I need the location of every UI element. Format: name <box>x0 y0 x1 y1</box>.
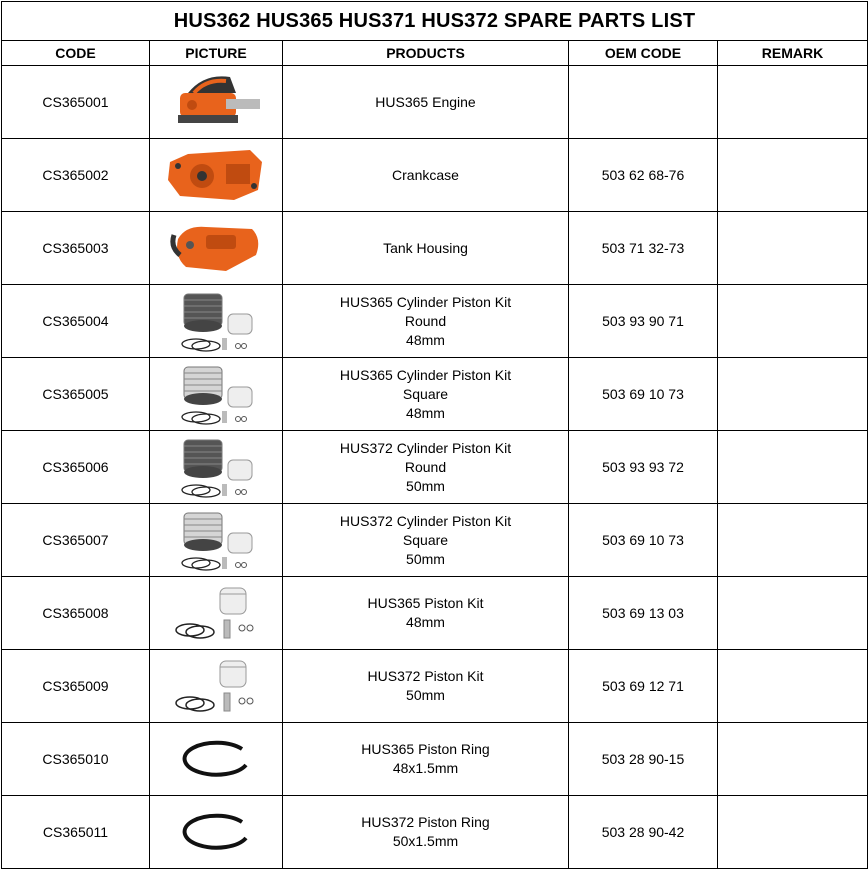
picture-cell <box>150 577 283 650</box>
table-row <box>2 504 868 577</box>
cylinder-kit-light-icon <box>150 507 282 573</box>
product-line: 48mm <box>406 404 445 421</box>
cylinder-kit-dark-icon <box>150 288 282 354</box>
product-cell <box>283 66 569 139</box>
product-line: Square <box>402 385 449 402</box>
table-row <box>2 431 868 504</box>
code-cell: CS365004 <box>2 285 150 358</box>
product-line: HUS372 Piston Kit <box>367 668 484 684</box>
code-cell: CS365007 <box>2 504 150 577</box>
cylinder-kit-dark-icon <box>150 434 282 500</box>
product-line: 50x1.5mm <box>392 833 459 849</box>
oem-code-cell: 503 69 10 73 <box>569 504 718 577</box>
tank-housing-icon <box>150 217 282 279</box>
product-line: Tank Housing <box>383 239 468 256</box>
product-cell <box>283 139 569 212</box>
product-line: HUS372 Cylinder Piston Kit <box>339 512 512 529</box>
remark-cell <box>718 358 868 431</box>
product-cell <box>283 358 569 431</box>
product-line: Round <box>404 458 447 475</box>
header-oem-code: OEM CODE <box>569 41 718 66</box>
code-cell: CS365010 <box>2 723 150 796</box>
remark-cell <box>718 577 868 650</box>
picture-cell <box>150 139 283 212</box>
product-cell <box>283 431 569 504</box>
code-cell: CS365008 <box>2 577 150 650</box>
code-cell: CS365006 <box>2 431 150 504</box>
picture-cell <box>150 212 283 285</box>
table-row <box>2 358 868 431</box>
product-line: HUS372 Piston Ring <box>361 814 490 830</box>
product-line: HUS365 Cylinder Piston Kit <box>339 293 512 310</box>
product-cell <box>283 504 569 577</box>
product-line: 48x1.5mm <box>392 760 459 776</box>
picture-cell <box>150 504 283 577</box>
table-row <box>2 285 868 358</box>
product-line: HUS372 Cylinder Piston Kit <box>339 439 512 456</box>
product-cell <box>283 796 569 869</box>
header-remark: REMARK <box>718 41 868 66</box>
oem-code-cell: 503 62 68-76 <box>569 139 718 212</box>
picture-cell <box>150 796 283 869</box>
product-cell <box>283 650 569 723</box>
code-cell: CS365003 <box>2 212 150 285</box>
product-line: HUS365 Cylinder Piston Kit <box>339 366 512 383</box>
remark-cell <box>718 139 868 212</box>
product-cell <box>283 212 569 285</box>
table-row <box>2 212 868 285</box>
header-products: PRODUCTS <box>283 41 569 66</box>
oem-code-cell <box>569 66 718 139</box>
remark-cell <box>718 285 868 358</box>
product-line: HUS365 Piston Kit <box>367 595 484 611</box>
picture-cell <box>150 358 283 431</box>
product-line: 50mm <box>406 550 445 567</box>
product-line: 50mm <box>406 477 445 494</box>
product-cell <box>283 285 569 358</box>
piston-ring-icon <box>150 735 282 783</box>
table-row <box>2 139 868 212</box>
product-line: 48mm <box>406 331 445 348</box>
product-cell <box>283 577 569 650</box>
table-row <box>2 650 868 723</box>
oem-code-cell: 503 93 93 72 <box>569 431 718 504</box>
oem-code-cell: 503 69 13 03 <box>569 577 718 650</box>
product-line: HUS365 Engine <box>375 93 476 110</box>
cylinder-kit-light-icon <box>150 361 282 427</box>
chainsaw-engine-icon <box>150 69 282 135</box>
picture-cell <box>150 431 283 504</box>
product-line: 48mm <box>406 614 445 630</box>
code-cell: CS365009 <box>2 650 150 723</box>
page-title: HUS362 HUS365 HUS371 HUS372 SPARE PARTS LIST <box>2 2 868 41</box>
header-picture: PICTURE <box>150 41 283 66</box>
remark-cell <box>718 504 868 577</box>
product-line: HUS365 Piston Ring <box>361 741 490 757</box>
product-line: Crankcase <box>392 166 459 183</box>
oem-code-cell: 503 69 12 71 <box>569 650 718 723</box>
oem-code-cell: 503 28 90-42 <box>569 796 718 869</box>
code-cell: CS365005 <box>2 358 150 431</box>
picture-cell <box>150 285 283 358</box>
product-line: Round <box>404 312 447 329</box>
remark-cell <box>718 66 868 139</box>
picture-cell <box>150 66 283 139</box>
picture-cell <box>150 650 283 723</box>
remark-cell <box>718 212 868 285</box>
oem-code-cell: 503 69 10 73 <box>569 358 718 431</box>
product-line: 50mm <box>406 687 445 703</box>
code-cell: CS365001 <box>2 66 150 139</box>
remark-cell <box>718 796 868 869</box>
crankcase-icon <box>150 144 282 206</box>
header-code: CODE <box>2 41 150 66</box>
table-row <box>2 577 868 650</box>
table-row <box>2 796 868 869</box>
code-cell: CS365002 <box>2 139 150 212</box>
code-cell: CS365011 <box>2 796 150 869</box>
product-line: Square <box>402 531 449 548</box>
picture-cell <box>150 723 283 796</box>
remark-cell <box>718 431 868 504</box>
piston-kit-icon <box>150 655 282 717</box>
table-row <box>2 66 868 139</box>
spare-parts-table <box>1 1 868 869</box>
table-row <box>2 723 868 796</box>
oem-code-cell: 503 93 90 71 <box>569 285 718 358</box>
remark-cell <box>718 723 868 796</box>
oem-code-cell: 503 71 32-73 <box>569 212 718 285</box>
piston-ring-icon <box>150 808 282 856</box>
remark-cell <box>718 650 868 723</box>
piston-kit-icon <box>150 582 282 644</box>
product-cell <box>283 723 569 796</box>
oem-code-cell: 503 28 90-15 <box>569 723 718 796</box>
